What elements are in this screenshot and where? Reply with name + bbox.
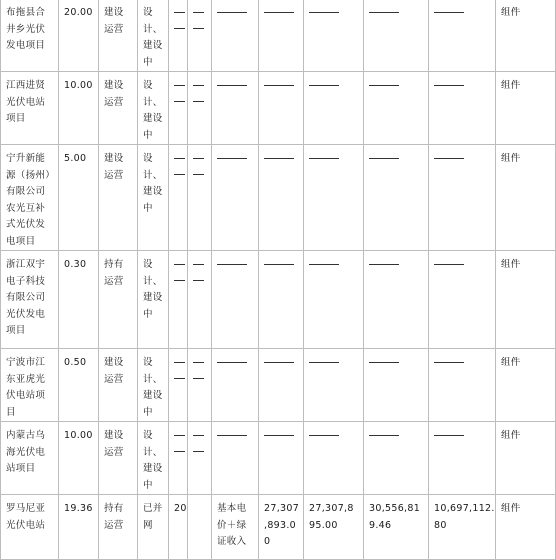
income-cell-3 (364, 251, 429, 349)
dash-mark (174, 158, 185, 159)
dash-mark (193, 451, 204, 452)
year-cell (169, 349, 188, 422)
project-name: 宁升新能 源（扬州） 有限公司 农光互补 式光伏发 电项目 (1, 145, 59, 251)
income-cell-1 (259, 0, 304, 72)
status-cell: 设 计、 建设 中 (138, 0, 169, 72)
income-cell-4 (429, 72, 496, 145)
dash-mark (174, 101, 185, 102)
year-cell (169, 422, 188, 495)
status-cell: 设 计、 建设 中 (138, 349, 169, 422)
dash-mark (174, 12, 185, 13)
income-cell-4 (429, 251, 496, 349)
note-cell: 组件 (496, 0, 556, 72)
dash-mark (193, 280, 204, 281)
revenue-type-cell: 基本电 价＋绿 证收入 (212, 495, 259, 560)
dash-mark (309, 85, 339, 86)
income-cell-3 (364, 72, 429, 145)
note-cell: 组件 (496, 72, 556, 145)
revenue-type-cell (212, 349, 259, 422)
dash-mark (369, 264, 399, 265)
income-cell-1 (259, 422, 304, 495)
dash-mark (309, 435, 339, 436)
dash-mark (193, 85, 204, 86)
note-cell: 组件 (496, 422, 556, 495)
revenue-type-cell (212, 422, 259, 495)
revenue-type-cell (212, 0, 259, 72)
table-row (1, 422, 556, 495)
table-row (1, 145, 556, 251)
income-cell-3 (364, 422, 429, 495)
capacity-cell: 0.50 (59, 349, 99, 422)
dash-mark (264, 362, 294, 363)
income-cell-4 (429, 145, 496, 251)
table-row (1, 251, 556, 349)
table-row (1, 0, 556, 72)
project-name: 浙江双宇 电子科技 有限公司 光伏发电 项目 (1, 251, 59, 349)
empty-cell (188, 72, 212, 145)
dash-mark (217, 12, 247, 13)
dash-mark (217, 85, 247, 86)
dash-mark (193, 264, 204, 265)
empty-cell (188, 422, 212, 495)
project-name: 布拖县合 井乡光伏 发电项目 (1, 0, 59, 72)
dash-mark (434, 264, 464, 265)
note-cell: 组件 (496, 349, 556, 422)
dash-mark (193, 28, 204, 29)
empty-cell (188, 0, 212, 72)
capacity-cell: 10.00 (59, 422, 99, 495)
dash-mark (217, 435, 247, 436)
empty-cell (188, 349, 212, 422)
year-cell (169, 251, 188, 349)
income-cell-1 (259, 251, 304, 349)
operation-mode-cell: 建设 运营 (99, 0, 138, 72)
dash-mark (193, 158, 204, 159)
income-cell-2 (304, 0, 364, 72)
dash-mark (193, 12, 204, 13)
status-cell: 设 计、 建设 中 (138, 72, 169, 145)
dash-mark (309, 158, 339, 159)
table-row (1, 72, 556, 145)
income-cell-3: 30,556,81 9.46 (364, 495, 429, 560)
dash-mark (174, 451, 185, 452)
operation-mode-cell: 建设 运营 (99, 145, 138, 251)
dash-mark (264, 85, 294, 86)
dash-mark (309, 12, 339, 13)
dash-mark (309, 362, 339, 363)
operation-mode-cell: 持有 运营 (99, 495, 138, 560)
status-cell: 设 计、 建设 中 (138, 251, 169, 349)
empty-cell (188, 251, 212, 349)
income-cell-1 (259, 349, 304, 422)
income-cell-1 (259, 145, 304, 251)
income-cell-2: 27,307,8 95.00 (304, 495, 364, 560)
revenue-type-cell (212, 72, 259, 145)
note-cell: 组件 (496, 251, 556, 349)
table-row (1, 495, 556, 560)
dash-mark (174, 85, 185, 86)
project-name: 内蒙古乌 海光伏电 站项目 (1, 422, 59, 495)
dash-mark (174, 435, 185, 436)
income-cell-4 (429, 0, 496, 72)
dash-mark (193, 174, 204, 175)
empty-cell (188, 495, 212, 560)
dash-mark (193, 378, 204, 379)
dash-mark (434, 85, 464, 86)
dash-mark (369, 435, 399, 436)
year-cell: 20 (169, 495, 188, 560)
income-cell-1: 27,307 ,893.0 0 (259, 495, 304, 560)
dash-mark (434, 158, 464, 159)
dash-mark (193, 362, 204, 363)
dash-mark (309, 264, 339, 265)
dash-mark (264, 435, 294, 436)
table-row (1, 349, 556, 422)
income-cell-2 (304, 72, 364, 145)
income-cell-1 (259, 72, 304, 145)
dash-mark (174, 28, 185, 29)
operation-mode-cell: 持有 运营 (99, 251, 138, 349)
operation-mode-cell: 建设 运营 (99, 422, 138, 495)
capacity-cell: 5.00 (59, 145, 99, 251)
income-cell-2 (304, 349, 364, 422)
income-cell-4: 10,697,112. 80 (429, 495, 496, 560)
capacity-cell: 19.36 (59, 495, 99, 560)
income-cell-2 (304, 145, 364, 251)
dash-mark (369, 85, 399, 86)
dash-mark (264, 12, 294, 13)
year-cell (169, 0, 188, 72)
note-cell: 组件 (496, 145, 556, 251)
dash-mark (217, 264, 247, 265)
revenue-type-cell (212, 145, 259, 251)
capacity-cell: 10.00 (59, 72, 99, 145)
income-cell-3 (364, 349, 429, 422)
status-cell: 设 计、 建设 中 (138, 422, 169, 495)
income-cell-2 (304, 251, 364, 349)
operation-mode-cell: 建设 运营 (99, 349, 138, 422)
project-name: 江西进贤 光伏电站 项目 (1, 72, 59, 145)
dash-mark (217, 362, 247, 363)
dash-mark (193, 101, 204, 102)
dash-mark (174, 174, 185, 175)
dash-mark (264, 264, 294, 265)
capacity-cell: 0.30 (59, 251, 99, 349)
income-cell-2 (304, 422, 364, 495)
dash-mark (369, 12, 399, 13)
dash-mark (174, 362, 185, 363)
project-name: 宁波市江 东亚虎光 伏电站项 目 (1, 349, 59, 422)
dash-mark (434, 362, 464, 363)
income-cell-4 (429, 422, 496, 495)
status-cell: 已并 网 (138, 495, 169, 560)
dash-mark (369, 158, 399, 159)
income-cell-4 (429, 349, 496, 422)
income-cell-3 (364, 145, 429, 251)
project-name: 罗马尼亚 光伏电站 (1, 495, 59, 560)
dash-mark (264, 158, 294, 159)
capacity-cell: 20.00 (59, 0, 99, 72)
empty-cell (188, 145, 212, 251)
revenue-type-cell (212, 251, 259, 349)
operation-mode-cell: 建设 运营 (99, 72, 138, 145)
note-cell: 组件 (496, 495, 556, 560)
dash-mark (434, 12, 464, 13)
dash-mark (217, 158, 247, 159)
dash-mark (174, 378, 185, 379)
dash-mark (369, 362, 399, 363)
year-cell (169, 145, 188, 251)
year-cell (169, 72, 188, 145)
income-cell-3 (364, 0, 429, 72)
dash-mark (174, 264, 185, 265)
dash-mark (434, 435, 464, 436)
dash-mark (193, 435, 204, 436)
dash-mark (174, 280, 185, 281)
status-cell: 设 计、 建设 中 (138, 145, 169, 251)
